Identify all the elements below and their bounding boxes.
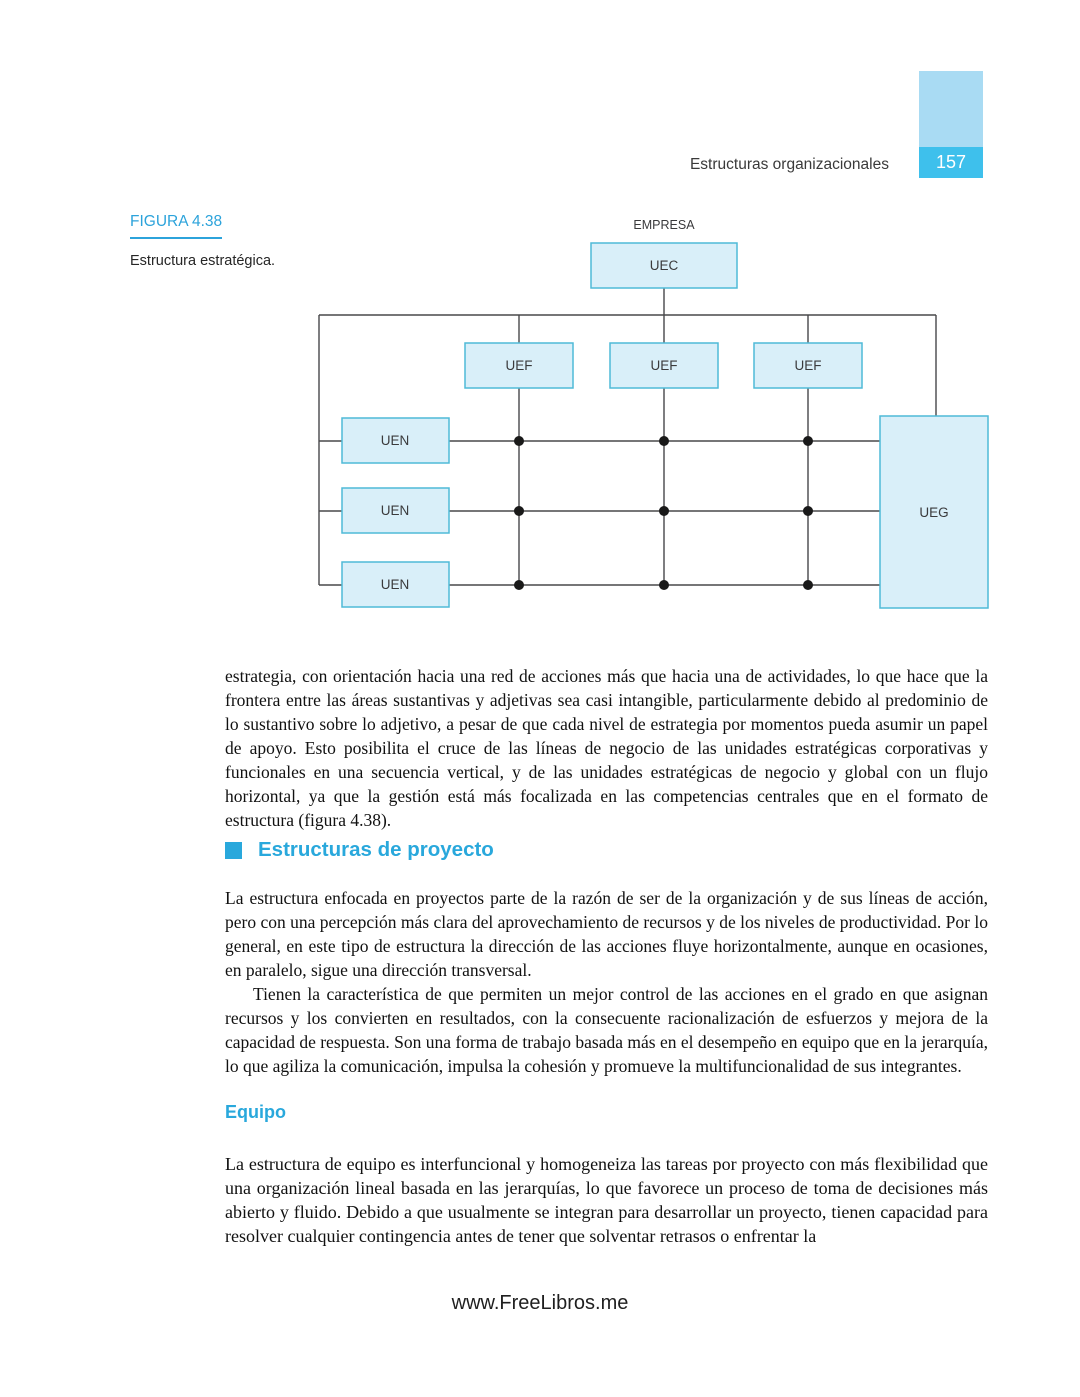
paragraph-strategy: estrategia, con orientación hacia una red de acciones más que hacia una de actividades, lo que hace que la frontera entre las áreas sustantivas y adjetivas sea casi intangible, particularmente debido al predominio de lo sustantivo sobre lo adjetivo, a pesar de que cada nivel de estrategia por momentos pueda asumir un papel de apoyo. Esto posibilita el cruce de las líneas de negocio de las unidades estratégicas corporativas y funcionales en una secuencia vertical, y de las unidades estratégicas de negocio y global con un flujo horizontal, ya que la gestión está más focalizada en las competencias centrales que en el formato de estructura (figura 4.38). <box>225 665 988 830</box>
section-heading-estructuras-de-proyecto <box>225 838 494 862</box>
running-header-title: Estructuras organizacionales <box>689 156 889 173</box>
uen-box-1 <box>342 418 449 463</box>
uef-box-2 <box>610 343 718 388</box>
uen-box-3 <box>342 562 449 607</box>
subheading-equipo: Equipo <box>225 1102 286 1122</box>
uef-box-1 <box>465 343 573 388</box>
uec-label: UEC <box>649 258 679 273</box>
uef-label-2: UEF <box>650 358 678 373</box>
uef-box-3 <box>754 343 862 388</box>
ueg-label: UEG <box>919 505 949 520</box>
page-tab-decoration <box>919 71 983 147</box>
uec-box <box>591 243 737 288</box>
paragraph-project-characteristics: Tienen la característica de que permiten un mejor control de las acciones en el grado en que asignan recursos y los convierten en resultados, con la consecuente racionalización de esfuerzos y mejora de la capacidad de respuesta. Son una forma de trabajo basada más en el desempeño en equipo que en la jerarquía, lo que agiliza la comunicación, impulsa la cohesión y promueve la multifuncionalidad de sus integrantes. <box>225 983 988 1076</box>
uef-label-1: UEF <box>505 358 533 373</box>
footer-url: www.FreeLibros.me <box>451 1292 629 1314</box>
uen-box-2 <box>342 488 449 533</box>
ueg-box <box>880 416 988 608</box>
uen-label-2: UEN <box>380 503 410 518</box>
paragraph-project-structure: La estructura enfocada en proyectos parte de la razón de ser de la organización y de sus líneas de acción, pero con una percepción más clara del aprovechamiento de recursos y de los niveles de productividad. Por lo general, en este tipo de estructura la dirección de las acciones fluye horizontalmente, aunque en ocasiones, en paralelo, sigue una dirección transversal. <box>225 887 988 980</box>
uen-label-1: UEN <box>380 433 410 448</box>
section-bullet-icon <box>225 842 242 859</box>
page-number: 157 <box>935 152 967 172</box>
figure-caption: Estructura estratégica. <box>130 253 276 269</box>
paragraph-team-structure: La estructura de equipo es interfuncional y homogeneiza las tareas por proyecto con más flexibilidad que una organización lineal basada en las jerarquías, lo que favorece un proceso de toma de decisiones más abierto y fluido. Debido a que usualmente se integran para desarrollar un proyecto, tienen capacidad para resolver cualquier contingencia antes de tener que solventar retrasos o enfrentar la <box>225 1154 988 1246</box>
uen-label-3: UEN <box>380 577 410 592</box>
figure-label: FIGURA 4.38 <box>130 213 222 239</box>
figure-diagram <box>280 205 1000 620</box>
empresa-label: EMPRESA <box>633 218 695 232</box>
page-number-badge <box>919 147 983 178</box>
section-heading-text: Estructuras de proyecto <box>258 838 494 861</box>
uef-label-3: UEF <box>794 358 822 373</box>
